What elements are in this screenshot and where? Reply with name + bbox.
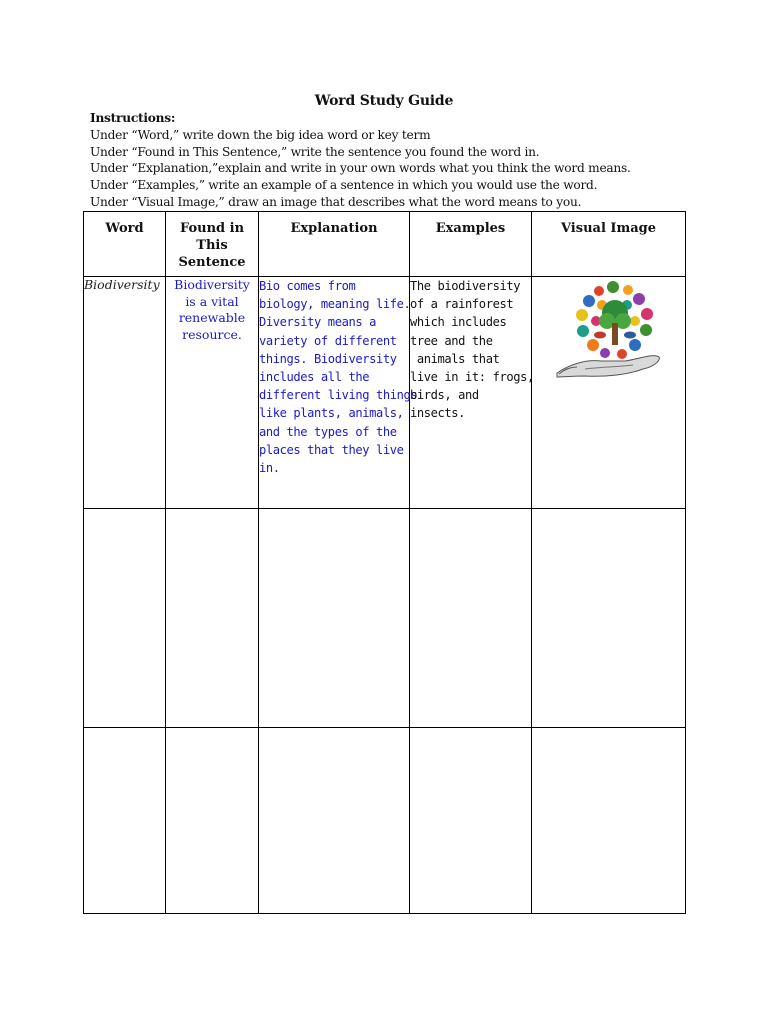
empty-cell (259, 728, 410, 914)
explanation-line: places that they live (259, 442, 404, 457)
explanation-line: Diversity means a (259, 315, 376, 330)
header-examples: Examples (410, 212, 532, 277)
instructions (90, 110, 690, 211)
example-line: tree and the (410, 333, 493, 348)
found-line: resource. (182, 326, 242, 342)
example-line: animals that (410, 351, 500, 366)
instruction-visual: Under “Visual Image,” draw an image that describes what the word means to you. (90, 194, 582, 209)
header-row (84, 212, 686, 277)
example-line: which includes (410, 315, 507, 330)
instruction-word: Under “Word,” write down the big idea word or key term (90, 127, 431, 142)
found-line: renewable (178, 310, 246, 325)
explanation-line: variety of different (259, 333, 397, 348)
empty-cell (84, 728, 166, 914)
empty-cell (532, 728, 686, 914)
page-title: Word Study Guide (314, 93, 454, 109)
explanation-line: things. Biodiversity (259, 351, 397, 366)
header-found (166, 212, 259, 277)
explanation-line: in. (259, 461, 280, 476)
cell-visual (532, 277, 686, 509)
empty-cell (166, 728, 259, 914)
example-line: The biodiversity (410, 279, 521, 293)
table-row (84, 728, 686, 914)
explanation-line: and the types of the (259, 424, 397, 439)
instruction-examples: Under “Examples,” write an example of a sentence in which you would use the word. (90, 178, 598, 193)
header-found-line: Found in (179, 221, 245, 236)
cell-word: Biodiversity (84, 277, 166, 509)
found-line: is a vital (185, 293, 239, 309)
table-row-biodiversity (84, 277, 686, 509)
instructions-heading: Instructions: (90, 111, 176, 125)
cell-found (166, 277, 259, 509)
explanation-line: biology, meaning life. (259, 297, 411, 312)
cell-examples (410, 277, 532, 509)
empty-cell (410, 509, 532, 728)
globe-of-animals-in-hand-icon (555, 277, 663, 385)
word-study-table (83, 211, 686, 914)
header-found-line: This (196, 238, 228, 253)
empty-cell (166, 509, 259, 728)
explanation-line: Bio comes from (259, 279, 356, 293)
header-word: Word (84, 212, 166, 277)
explanation-line: different living things (259, 388, 418, 403)
header-found-line: Sentence (178, 255, 246, 270)
header-explanation: Explanation (259, 212, 410, 277)
explanation-line: like plants, animals, (259, 406, 404, 421)
empty-cell (410, 728, 532, 914)
example-line: insects. (410, 406, 466, 421)
instruction-found: Under “Found in This Sentence,” write the sentence you found the word in. (90, 144, 540, 159)
explanation-line: includes all the (259, 370, 370, 385)
empty-cell (532, 509, 686, 728)
found-line: Biodiversity (174, 277, 250, 292)
example-line: birds, and (410, 388, 479, 403)
example-line: of a rainforest (410, 297, 514, 312)
table-row (84, 509, 686, 728)
example-line: live in it: frogs, (410, 370, 534, 385)
cell-explanation (259, 277, 418, 509)
header-visual: Visual Image (532, 212, 686, 277)
empty-cell (84, 509, 166, 728)
instruction-explanation: Under “Explanation,”explain and write in your own words what you think the word means. (90, 161, 631, 176)
empty-cell (259, 509, 410, 728)
